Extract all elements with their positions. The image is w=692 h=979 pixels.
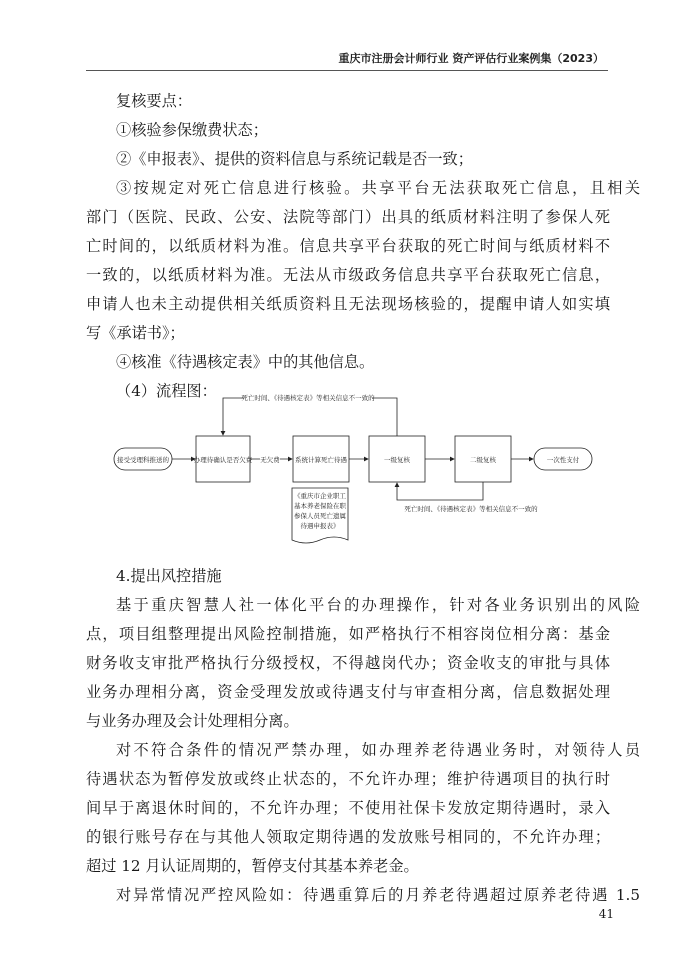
start-node-label: 接受受理科推送的: [117, 456, 169, 464]
document-line-2: 基本养老保险在职: [294, 502, 346, 510]
flowchart-svg: [86, 388, 610, 556]
review-point-2: ②《申报表》、提供的资料信息与系统记载是否一致；: [116, 150, 473, 168]
feedback-bottom-line: [397, 482, 483, 500]
section-4-para-1-line-1: 基于重庆智慧人社一体化平台的办理操作，针对各业务识别出的风险: [116, 596, 640, 614]
review-point-3-line-5: 申请人也未主动提供相关纸质资料且无法现场核验的，提醒申请人如实填: [86, 295, 610, 313]
edge-label-no-arrears: 无欠费: [260, 456, 280, 464]
feedback-bottom-label: 死亡时间、《待遇核定表》等相关信息不一致的: [404, 505, 538, 513]
section-4-para-1-line-4: 业务办理相分离，资金受理发放或待遇支付与审查相分离，信息数据处理: [86, 683, 610, 701]
section-4-para-3-line-1: 对异常情况严控风险如：待遇重算后的月养老待遇超过原养老待遇 1.5: [116, 886, 640, 904]
review-point-3-line-6: 写《承诺书》；: [86, 324, 185, 342]
flowchart: [86, 388, 610, 556]
document-line-4: 待遇申报表》: [300, 522, 340, 530]
pay-node-label: 一次性支付: [546, 456, 580, 464]
review-point-3-line-3: 亡时间的，以纸质材料为准。信息共享平台获取的死亡时间与纸质材料不: [86, 237, 610, 255]
section-4-para-2-line-1: 对不符合条件的情况严禁办理，如办理养老待遇业务时，对领待人员: [116, 741, 640, 759]
compute-benefit-label: 系统计算死亡待遇: [295, 456, 347, 464]
page-number: 41: [598, 907, 614, 921]
header-title: 重庆市注册会计师行业 资产评估行业案例集（2023）: [338, 52, 604, 65]
review-point-4: ④核准《待遇核定表》中的其他信息。: [116, 353, 375, 371]
document-line-3: 参保人员死亡遗属: [294, 512, 346, 520]
section-4-heading: 4.提出风控措施: [116, 567, 222, 585]
header-rule: [86, 70, 608, 71]
first-review-label: 一级复核: [384, 456, 410, 464]
review-heading: 复核要点：: [116, 92, 192, 110]
review-point-3-line-4: 一致的，以纸质材料为准。无法从市级政务信息共享平台获取死亡信息，: [86, 266, 610, 284]
review-point-1: ①核验参保缴费状态；: [116, 121, 268, 139]
section-4-para-2-line-5: 超过 12 月认证周期的，暂停支付其基本养老金。: [86, 857, 419, 875]
flowchart-heading: （4）流程图：: [116, 382, 217, 400]
confirm-arrears-label: 办理待确认是否欠费: [193, 456, 253, 464]
section-4-para-1-line-5: 与业务办理及会计处理相分离。: [86, 712, 299, 730]
feedback-top-label: 死亡时间、《待遇核定表》等相关信息不一致的: [241, 394, 375, 402]
feedback-top-line: [223, 398, 397, 436]
second-review-label: 二级复核: [470, 456, 496, 464]
review-point-3-line-1: ③按规定对死亡信息进行核验。共享平台无法获取死亡信息，且相关: [116, 179, 640, 197]
review-point-3-line-2: 部门（医院、民政、公安、法院等部门）出具的纸质材料注明了参保人死: [86, 208, 610, 226]
document-line-1: 《重庆市企业职工: [294, 492, 346, 500]
section-4-para-2-line-4: 的银行账号存在与其他人领取定期待遇的发放账号相同的，不允许办理；: [86, 828, 610, 846]
section-4-para-1-line-2: 点，项目组整理提出风险控制措施，如严格执行不相容岗位相分离：基金: [86, 625, 610, 643]
section-4-para-2-line-2: 待遇状态为暂停发放或终止状态的，不允许办理；维护待遇项目的执行时: [86, 770, 610, 788]
section-4-para-2-line-3: 间早于离退休时间的，不允许办理；不使用社保卡发放定期待遇时，录入: [86, 799, 610, 817]
section-4-para-1-line-3: 财务收支审批严格执行分级授权，不得越岗代办；资金收支的审批与具体: [86, 654, 610, 672]
